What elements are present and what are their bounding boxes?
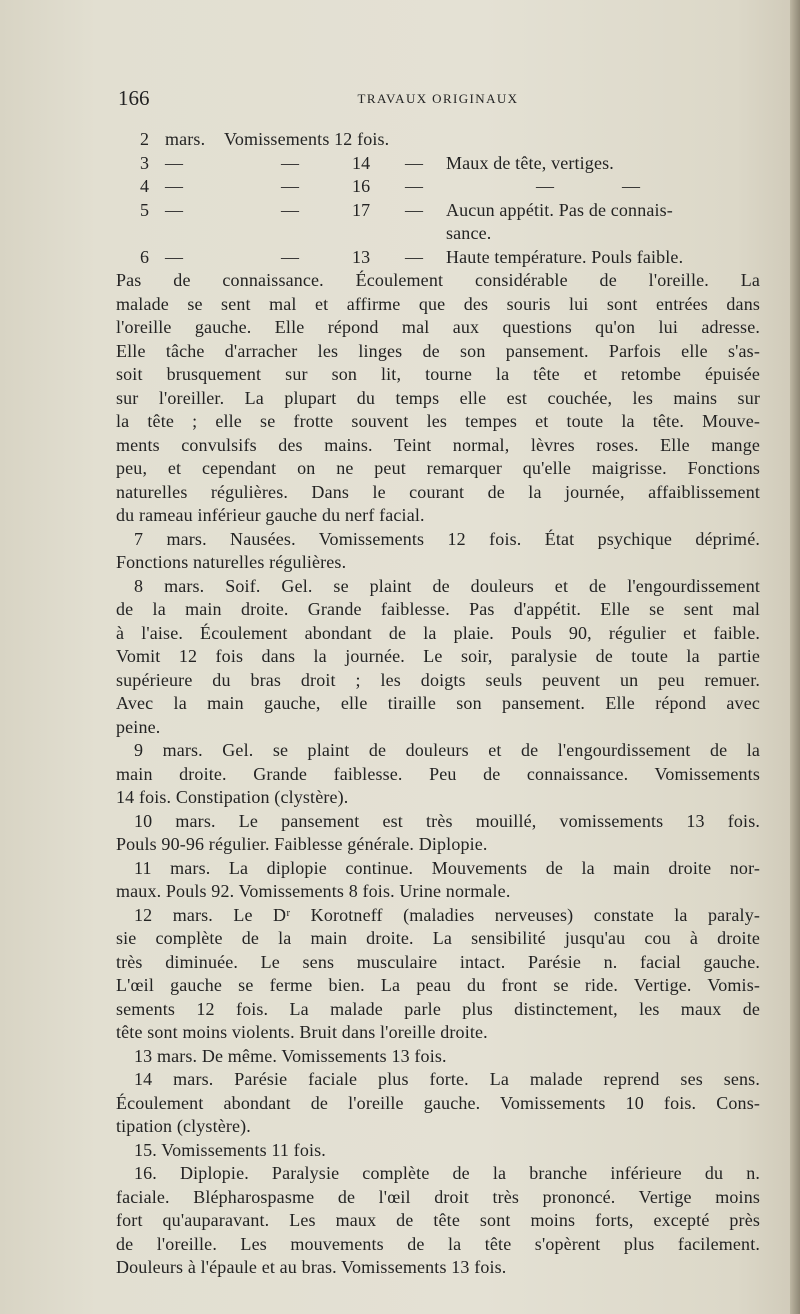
text-line: main droite. Grande faiblesse. Peu de connaissance. Vomissements <box>116 763 760 784</box>
page-header <box>118 86 758 114</box>
log-day: 4 <box>140 176 150 196</box>
text-line: de l'oreille. Les mouvements de la tête s'opèrent plus facilement. <box>116 1233 760 1254</box>
ditto-mark: — <box>405 199 424 220</box>
text-line: Vomit 12 fois dans la journée. Le soir, paralysie de toute la partie <box>116 646 760 666</box>
text-line: naturelles régulières. Dans le courant de la journée, affaiblissement <box>116 481 760 502</box>
ditto-mark: — <box>281 246 300 267</box>
text-line: 10 mars. Le pansement est très mouillé, vomissements 13 fois. <box>134 810 760 831</box>
log-row-3 <box>116 152 760 176</box>
log-day: 3 <box>140 152 150 173</box>
text-line: très diminuée. Le sens musculaire intact. Parésie n. facial gauche. <box>116 951 760 972</box>
text-line: du rameau inférieur gauche du nerf facial. <box>116 505 425 525</box>
log-count: 17 <box>352 199 371 220</box>
text-line: 9 mars. Gel. se plaint de douleurs et de l'engourdissement de la <box>134 740 760 760</box>
text-line: 13 mars. De même. Vomissements 13 fois. <box>134 1045 447 1066</box>
text-line: sur l'oreiller. La plupart du temps elle est couchée, les mains sur <box>116 387 760 408</box>
ditto-mark: — <box>165 246 184 267</box>
ditto-mark: — <box>536 176 555 196</box>
text-line: à l'aise. Écoulement abondant de la plaie. Pouls 90, régulier et faible. <box>116 622 760 643</box>
log-month: mars. <box>165 129 206 149</box>
text-line: maux. Pouls 92. Vomissements 8 fois. Urine normale. <box>116 881 511 901</box>
text-line: L'œil gauche se ferme bien. La peau du front se ride. Vertige. Vomis- <box>116 975 760 995</box>
log-text: Vomissements 12 fois. <box>224 129 390 149</box>
text-line: tête sont moins violents. Bruit dans l'oreille droite. <box>116 1022 488 1042</box>
text-line: sie complète de la main droite. La sensibilité jusqu'au cou à droite <box>116 928 760 948</box>
ditto-mark: — <box>281 152 300 173</box>
text-line: tipation (clystère). <box>116 1116 251 1136</box>
text-line: 11 mars. La diplopie continue. Mouvements de la main droite nor- <box>134 857 760 878</box>
ditto-mark: — <box>165 152 184 173</box>
text-line: 16. Diplopie. Paralysie complète de la branche inférieure du n. <box>134 1163 760 1183</box>
text-line: peu, et cependant on ne peut remarquer qu'elle maigrisse. Fonctions <box>116 458 760 478</box>
ditto-mark: — <box>405 176 424 196</box>
text-line: fort qu'auparavant. Les maux de tête sont moins forts, excepté près <box>116 1210 760 1230</box>
running-head: TRAVAUX ORIGINAUX <box>357 91 519 106</box>
text-line: faciale. Blépharospasme de l'œil droit très prononcé. Vertige moins <box>116 1186 760 1207</box>
text-line: Fonctions naturelles régulières. <box>116 552 347 572</box>
text-line: Pouls 90-96 régulier. Faiblesse générale. Diplopie. <box>116 834 488 854</box>
log-count: 16 <box>352 176 371 196</box>
log-day: 5 <box>140 199 150 220</box>
ditto-mark: — <box>165 176 184 196</box>
ditto-mark: — <box>622 176 641 196</box>
text-line: de la main droite. Grande faiblesse. Pas d'appétit. Elle se sent mal <box>116 599 760 619</box>
log-row-2 <box>116 128 760 152</box>
text-line: 8 mars. Soif. Gel. se plaint de douleurs et de l'engourdissement <box>134 575 760 596</box>
text-line: soit brusquement sur son lit, tourne la tête et retombe épuisée <box>116 364 760 384</box>
text-line: 14 fois. Constipation (clystère). <box>116 787 349 807</box>
log-note-continued: sance. <box>446 223 492 243</box>
page-edge-shadow <box>790 0 800 1314</box>
log-row-6 <box>116 246 760 270</box>
text-line: 14 mars. Parésie faciale plus forte. La malade reprend ses sens. <box>134 1069 760 1089</box>
ditto-mark: — <box>281 199 300 220</box>
log-row-5-continued <box>116 222 760 246</box>
text-line: Avec la main gauche, elle tiraille son pansement. Elle répond avec <box>116 693 760 713</box>
body-text <box>116 128 760 1280</box>
text-line: peine. <box>116 716 161 737</box>
text-line: ments convulsifs des mains. Teint normal, lèvres roses. Elle mange <box>116 434 760 455</box>
log-note: Haute température. Pouls faible. <box>446 246 684 267</box>
log-count: 13 <box>352 246 371 267</box>
log-row-5 <box>116 199 760 223</box>
text-line: la tête ; elle se frotte souvent les tempes et toute la tête. Mouve- <box>116 411 760 431</box>
text-line: l'oreille gauche. Elle répond mal aux questions qu'on lui adresse. <box>116 317 760 337</box>
log-note: Aucun appétit. Pas de connais- <box>446 199 673 220</box>
text-line: Écoulement abondant de l'oreille gauche. Vomissements 10 fois. Cons- <box>116 1092 760 1113</box>
page-number: 166 <box>118 86 150 110</box>
ditto-mark: — <box>281 176 300 196</box>
text-line: sements 12 fois. La malade parle plus distinctement, les maux de <box>116 998 760 1019</box>
log-row-4 <box>116 175 760 199</box>
text-line: 7 mars. Nausées. Vomissements 12 fois. État psychique déprimé. <box>134 528 760 549</box>
text-line: Elle tâche d'arracher les linges de son pansement. Parfois elle s'as- <box>116 340 760 361</box>
log-note: Maux de tête, vertiges. <box>446 152 614 173</box>
text-line: 15. Vomissements 11 fois. <box>134 1139 326 1160</box>
log-count: 14 <box>352 152 371 173</box>
text-line: Douleurs à l'épaule et au bras. Vomissements 13 fois. <box>116 1257 507 1277</box>
log-day: 2 <box>140 129 150 149</box>
ditto-mark: — <box>405 246 424 267</box>
text-line: supérieure du bras droit ; les doigts seuls peuvent un peu remuer. <box>116 669 760 690</box>
ditto-mark: — <box>165 199 184 220</box>
text-line: 12 mars. Le Dʳ Korotneff (maladies nerveuses) constate la paraly- <box>134 904 760 925</box>
ditto-mark: — <box>405 152 424 173</box>
text-line: malade se sent mal et affirme que des souris lui sont entrées dans <box>116 293 760 314</box>
text-line: Pas de connaissance. Écoulement considérable de l'oreille. La <box>116 270 760 290</box>
log-day: 6 <box>140 246 150 267</box>
